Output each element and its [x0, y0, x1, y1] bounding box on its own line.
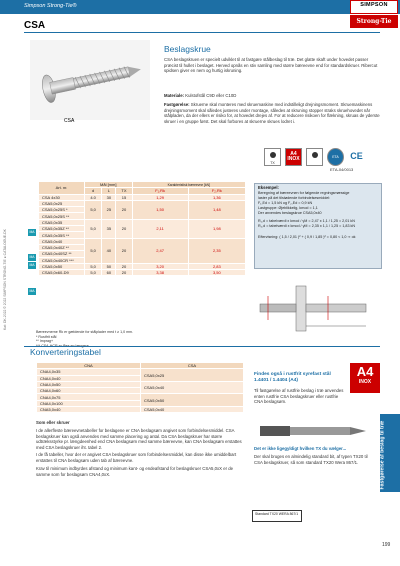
ma-badge: MA: [29, 289, 35, 293]
table-row: CSA5,0x35S **: [39, 232, 246, 238]
table-row: CSA5,0x35 5,0 35 20 2,11 1,98: [39, 219, 246, 225]
example-title: Eksempel:: [258, 185, 279, 190]
ma-badge: MA: [29, 263, 35, 267]
table-row: CSA5,0x40Z **: [39, 244, 246, 250]
table-row: CSA5,0x40 5,0 40 20 2,47 2,35: [39, 238, 246, 244]
icon-row: [264, 148, 365, 166]
footnotes: Bæreevnerne Rk er gældende for stålplader med t ≥ 1,0 mm. * Rustfrit stål ** Imprag+: [36, 330, 134, 344]
table-row: CSA5,0x60-D9 5,0 60 20 3,38 3,50: [39, 270, 246, 276]
stainless-heading: Findes også i rustfrit syrefast stål 1.4401 / 1.4404 (A4): [254, 372, 331, 383]
table-row: CNA4,0x60: [37, 388, 244, 394]
table-row: CSA5,0x25S *: [39, 207, 246, 213]
col-f2: F₂,Rk: [188, 188, 245, 194]
specs-table: [38, 181, 246, 276]
mounting-text: Fastgørelse: Skruerne skal monteres med skruemaskine med indstilleligt drejningsmoment. Skruemaskinens drejningsmoment skal således justeres under montage, således at skruning stopper straks skruehovedet når stålpladen, da der ellers er risiko for, at hovedet drejes af. For at reducere risikoen for flækning, skruas de yderste skruer i en gruppe først. Det skal forbores at skruerne skrues lodret i.: [164, 102, 380, 124]
table-row: CNA4,0x50 CSA5,0x40: [37, 381, 244, 387]
screw-illustration: [30, 40, 150, 115]
notes-p3: Krav til minimum indbyrdes afstand og minimum kant- og endeafstand for beslagskruer CSA5,0xX er de samme som for beslagsøm CNA4,0xX.: [36, 466, 234, 477]
col-d: d: [85, 188, 102, 194]
strong-tie-logo: Strong-Tie: [350, 15, 398, 28]
top-bar: [0, 0, 400, 14]
screw-diagram: [258, 276, 382, 336]
col-f1: F₁,Rk: [132, 188, 188, 194]
page-number: 199: [382, 542, 391, 548]
standard-bit-label: Standard TX20 WERA 867/1: [252, 510, 302, 522]
ma-badge: MA: [29, 230, 35, 234]
col-l: L: [102, 188, 116, 194]
table-row: CNA4,0x75 CSA5,0x50: [37, 394, 244, 400]
col-kar: Karakteristisk bæreevne [kN]: [132, 182, 246, 188]
col-csa: CSA: [141, 363, 244, 369]
ce-mark-icon: CE: [348, 148, 365, 166]
col-tx: TX: [116, 188, 132, 194]
example-box: Eksempel: Beregning af bæreevnen for følgende regningsmæssige laster på det tilstødende forbindelsesmiddel: F₁,Ed = 1,5 kN og F₂,Ed = 0,9 kN Lastgruppe: Øjeblikkelig, kmod = 1,1 Der anvendes beslagskrue CSA5,0x40 R₁,d = tabelværdi x kmod / γM = 2,47 x 1,1 / 1,25 = 2,01 kN R₂,d = tabelværdi x kmod / γM = 2,35 x 1,1 / 1,25 = 1,83 kN Eftervisning: ( 1,5 / 2,01 )² + ( 0,9 / 1,85 )² = 0,80 < 1,0 ⇒ ok: [254, 183, 382, 269]
table-row: CSA5,0x35Z **: [39, 226, 246, 232]
table-row: CSA5,0x50 5,0 50 20 3,20 2,83: [39, 263, 246, 269]
section-title: Beslagskrue: [164, 44, 211, 54]
notes-p2: I de få tabeller, hvor der er angivet CSA beslagskruer som forbindelsesmiddel, kan disse ikke umiddelbart erstattes til CNA beslagsøm uden tab af bæreevne.: [36, 452, 237, 463]
a4-inox-badge: A4 INOX: [350, 363, 380, 393]
col-art: Art. nr.: [39, 182, 85, 195]
ma-badge: MA: [29, 255, 35, 259]
table-row: CSA 4x30 4.0 30 15 1,29 1,36: [39, 194, 246, 200]
a4-inox-icon: A4 INOX: [285, 148, 302, 166]
table-row: CNA4,0x35 CSA5,0x25: [37, 369, 244, 375]
materials-text: Materiale: Kulstofstål C9D eller C10D: [164, 93, 237, 98]
eta-number: ETA-04/0013: [330, 167, 354, 172]
conversion-title: Konverteringstabel: [30, 347, 101, 357]
product-image: [30, 40, 150, 124]
table-row: CSA5,0x25S **: [39, 213, 246, 219]
conversion-table: [36, 362, 244, 413]
product-image-label: CSA: [64, 118, 75, 124]
title-rule: [24, 32, 380, 33]
table-row: CSA5,0x40SZ **: [39, 251, 246, 257]
table-row: CNA5,0x40 CSA5,0x40: [37, 407, 244, 413]
table-row: CNA4,0x100: [37, 400, 244, 406]
table-row: CSA5,0x25 5,0 25 20 1,50 1,48: [39, 200, 246, 206]
bit-text: Der skal bruges en almindelig standard bit, af typen TX20 til CSA beslagskruer, så som standard TX20 Wera 867/1.: [254, 454, 368, 465]
intro-text: CSA beslagskruen er specielt udviklet til at fastgøre stålbeslag til træ. Det glatte skaft under hovedet passer præcist til hullet i beslaget. Herved opnås en stiv samling med større bæreevne end for standardskruer. Ribercut spidsen giver en nem og hurtig iskruning.: [164, 57, 378, 74]
col-cna: CNA: [37, 363, 141, 369]
brand-name: Simpson Strong-Tie®: [24, 3, 77, 9]
wood-icon: [306, 148, 323, 166]
screw-head-icon: TX: [264, 148, 281, 166]
notes-title: Som eller skruer: [36, 420, 70, 425]
side-meta: Kat: DK-2022 © 2022 SIMPSON STRONG-TIE ● CATALOGUE-DK: [3, 229, 7, 330]
bit-heading: Det er ikke ligegyldigt hvilken TX du vælger...: [254, 446, 347, 451]
eta-cert-icon: ETA: [327, 148, 344, 166]
notes-p1: I de allerfleste bæreevnetabeller for beslagene er CNA beslagsøm angivet som forbindelsesmiddel. CSA beslagskruer kan også anvendes med samme placering og antal. Da CSA beslagskruer har større udtræksstyrke pr. længdeenhed end CNA beslagsøm med samme bæreevne, kan CNA beslagsøm erstattes med CSA beslagskruer iht. tabel 2.: [36, 428, 242, 450]
simpson-logo: SIMPSON: [350, 0, 398, 14]
table-row: CSA5,0x40CR ***: [39, 257, 246, 263]
side-tab: Fastgørelse af beslag til træ: [380, 414, 400, 492]
stainless-text: Til fastgørelse af rustfrie beslag i træ anvendes enten rustfrie CSA beslagskruer eller rustfrie CNA beslagsøm.: [254, 388, 344, 405]
table-row: CNA4,0x40: [37, 375, 244, 381]
col-mal: Mål [mm]: [85, 182, 133, 188]
page-title: CSA: [24, 20, 46, 31]
bit-illustration: [260, 420, 372, 442]
